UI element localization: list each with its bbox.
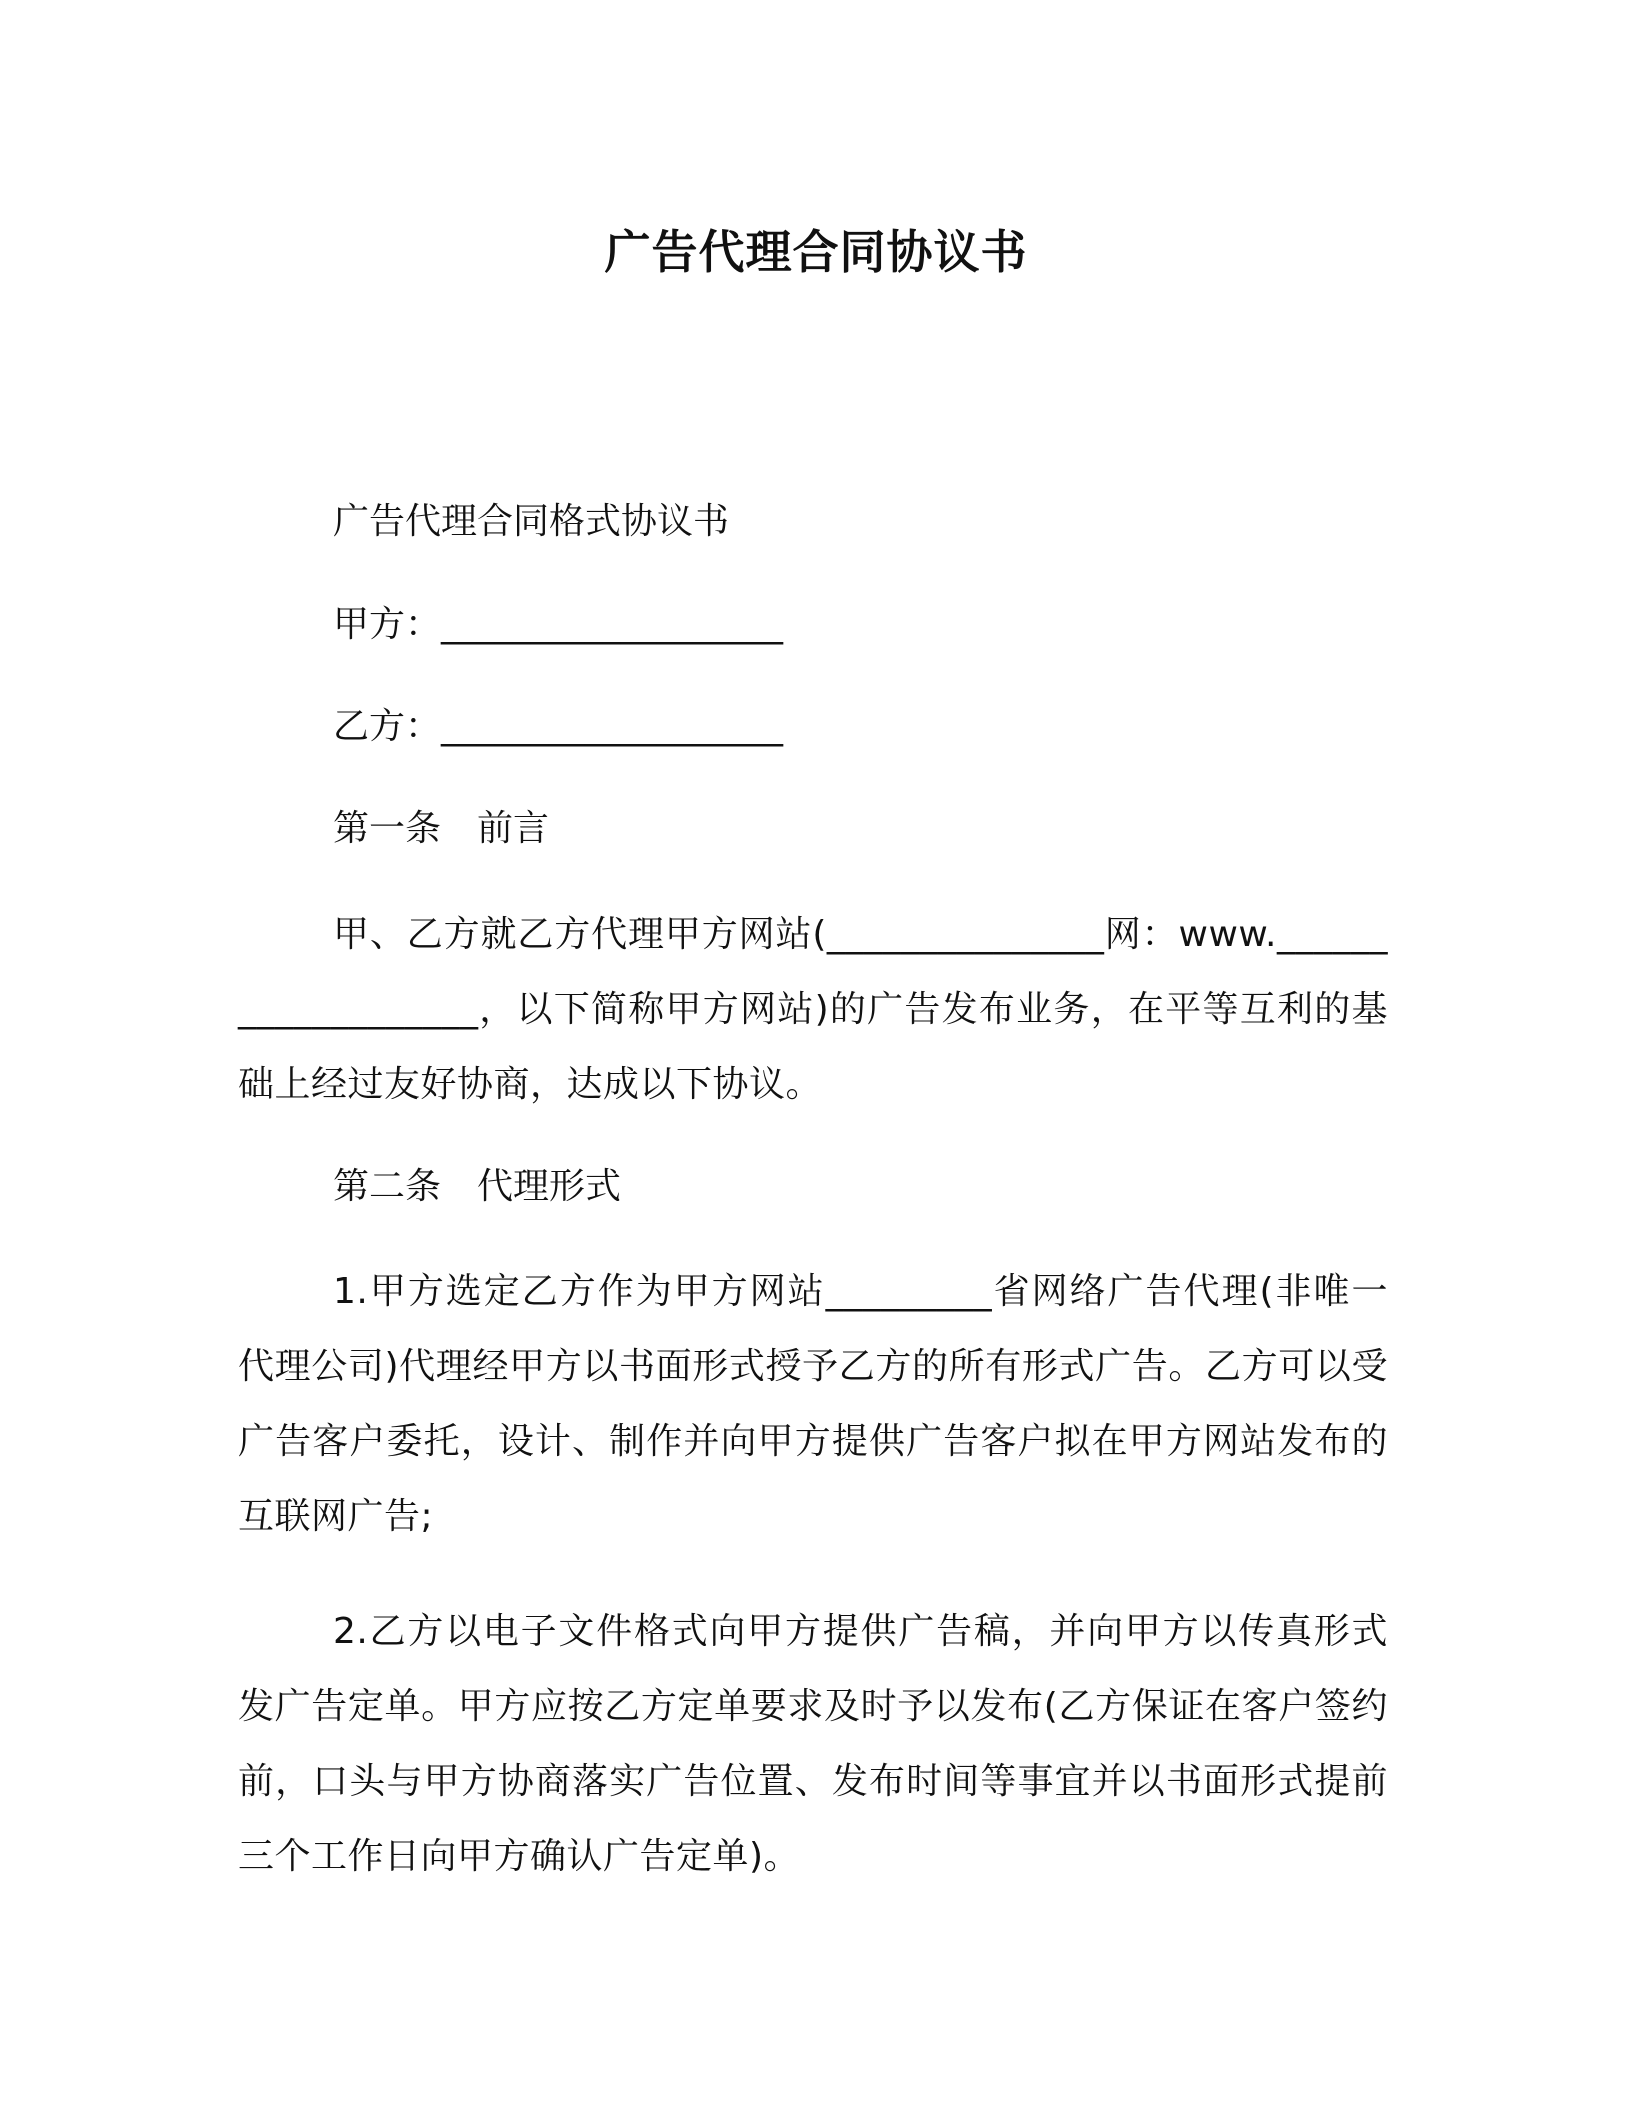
party-a-field: 甲方：___________________ (333, 604, 784, 645)
document-title: 广告代理合同协议书 (604, 225, 1028, 279)
subtitle: 广告代理合同格式协议书 (333, 501, 730, 542)
article-2-item-1: 1.甲方选定乙方作为甲方网站_________省网络广告代理(非唯一代理公司)代理经甲方以书面形式授予乙方的所有形式广告。乙方可以受广告客户委托，设计、制作并向甲方提供广告客户拟在甲方网站发布的互联网广告; (238, 1271, 1388, 1537)
article-1-heading: 第一条 前言 (333, 808, 550, 849)
article-1-paragraph: 甲、乙方就乙方代理甲方网站(_______________网：www.___________________，以下简称甲方网站)的广告发布业务，在平等互利的基础上经过友好协商，达成以下协议。 (238, 914, 1388, 1105)
party-b-field: 乙方：___________________ (333, 706, 784, 747)
article-2-heading: 第二条 代理形式 (333, 1166, 622, 1207)
article-2-item-2: 2.乙方以电子文件格式向甲方提供广告稿，并向甲方以传真形式发广告定单。甲方应按乙方定单要求及时予以发布(乙方保证在客户签约前，口头与甲方协商落实广告位置、发布时间等事宜并以书面形式提前三个工作日向甲方确认广告定单)。 (238, 1611, 1388, 1877)
